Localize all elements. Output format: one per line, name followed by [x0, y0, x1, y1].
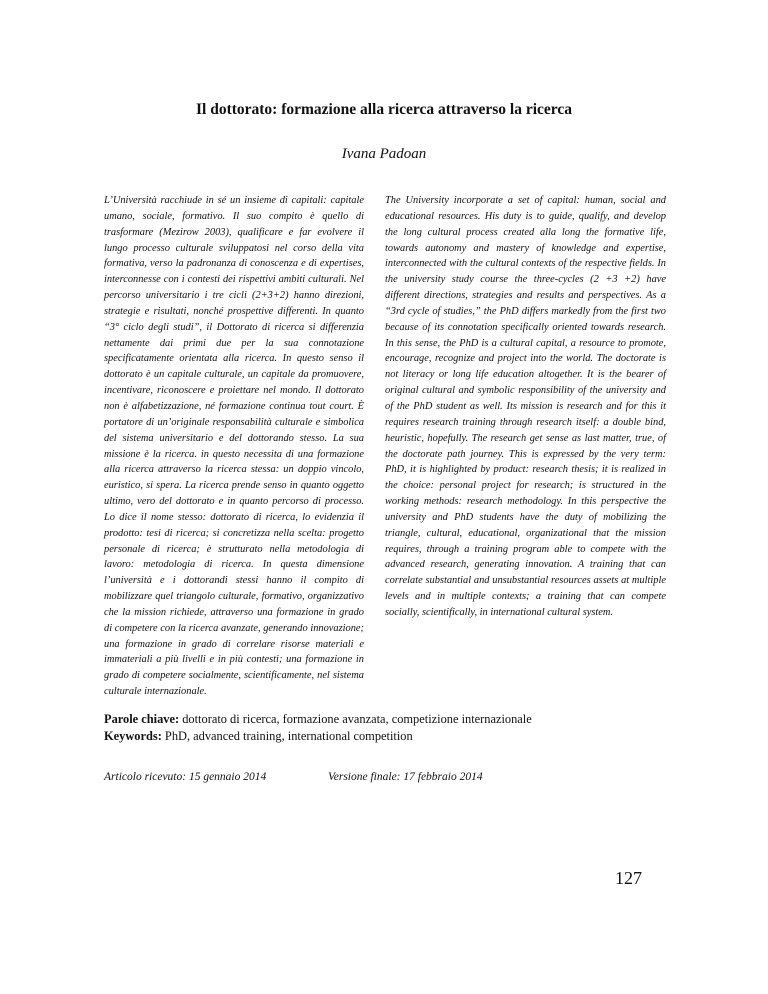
author-name: Ivana Padoan [341, 146, 427, 162]
article-title: Il dottorato: formazione alla ricerca attraverso la ricerca [195, 101, 572, 118]
abstract-english: The University incorporate a set of capital: human, social and educational resources. His duty is to guide, qualify, and develop the long cultural process created alla long the formative life, towards autonomy and mastery of knowledge and expertise, interconnected with the cultural contexts of the respective fields. In the university study course the three-cycles (2 +3 +2) have different directions, strategies and results and perspectives. As a “3rd cycle of studies,” the PhD differs markedly from the first two because of its connotation specifically oriented towards research. In this sense, the PhD is a cultural capital, a resource to promote, encourage, recognize and project into the world. The doctorate is not literacy or long life education altogether. It is the bearer of original cultural and symbolic responsibility of the university and of the PhD student as well. Its mission is research and for this it requires research training through research itself: a double bind, heuristic, hopefully. The research get sense as last matter, true, of the doctorate path journey. This is expressed by the very term: PhD, it is highlighted by product: research thesis; it is realized in the choice: personal project for research; is structured in the working methods: research methodology. In this perspective the university and PhD students have the duty of mobilizing the triangle, cultural, educational, organizational that the mission requires, through a training program able to compete with the advanced research, generating innovation. A training that can correlate substantial and unsubstantial resources assets at multiple levels and in multiple contexts; a training that can compete socially, scientifically, in international cultural system. [385, 195, 666, 618]
keywords-italian-label: Parole chiave: [104, 712, 180, 726]
keywords-english [104, 728, 684, 745]
date-final-version: Versione finale: 17 febbraio 2014 [328, 771, 483, 783]
keywords-italian-value: dottorato di ricerca, formazione avanzata, competizione internazionale [179, 712, 532, 726]
keywords-block [104, 711, 684, 745]
date-received: Articolo ricevuto: 15 gennaio 2014 [104, 771, 267, 783]
keywords-english-label: Keywords: [104, 729, 162, 743]
page-number: 127 [615, 868, 642, 888]
abstract-italian: L’Università racchiude in sé un insieme di capitali: capitale umano, sociale, formativo. Il suo compito è quello di trasformare (Mezirow 2003), qualificare e far evolvere il lungo processo culturale sviluppatosi nel corso della vita formativa, verso la padronanza di conoscenza e di expertises, interconnesse con i contesti dei rispettivi ambiti culturali. Nel percorso universitario i tre cicli (2+3+2) hanno direzioni, strategie e risultati, nonché prospettive differenti. In quanto “3° ciclo degli studi”, il Dottorato di ricerca si differenzia nettamente dai primi due per la sua connotazione specificatamente orientata alla ricerca. In questo senso il dottorato è un capitale culturale, un capitale da promuovere, incentivare, riconoscere e proiettare nel mondo. Il dottorato non è alfabetizzazione, né formazione continua tout court. È portatore di un’originale responsabilità culturale e simbolica del sistema universitario e del dottorando stesso. La sua missione è la ricerca. in questo necessita di una formazione alla ricerca attraverso la ricerca stessa: un doppio vincolo, euristico, si spera. La ricerca prende senso in quanto oggetto ultimo, vero del dottorato e in quanto percorso di processo. Lo dice il nome stesso: dottorato di ricerca, lo evidenzia il prodotto: tesi di ricerca; si concretizza nella scelta: progetto personale di ricerca; è strutturato nella metodologia di lavoro: metodologia di ricerca. In questa dimensione l’università e i dottorandi stessi hanno il compito di mobilizzare quel triangolo culturale, formativo, organizzativo che la mission richiede, attraverso una formazione in grado di competere con la ricerca avanzate, generando innovazione; una formazione in grado di correlare risorse materiali e immateriali a più livelli e in più contesti; una formazione in grado di competere socialmente, scientificamente, nel sistema culturale internazionale. [104, 195, 364, 698]
keywords-italian [104, 711, 684, 728]
keywords-english-value: PhD, advanced training, international competition [161, 729, 413, 743]
